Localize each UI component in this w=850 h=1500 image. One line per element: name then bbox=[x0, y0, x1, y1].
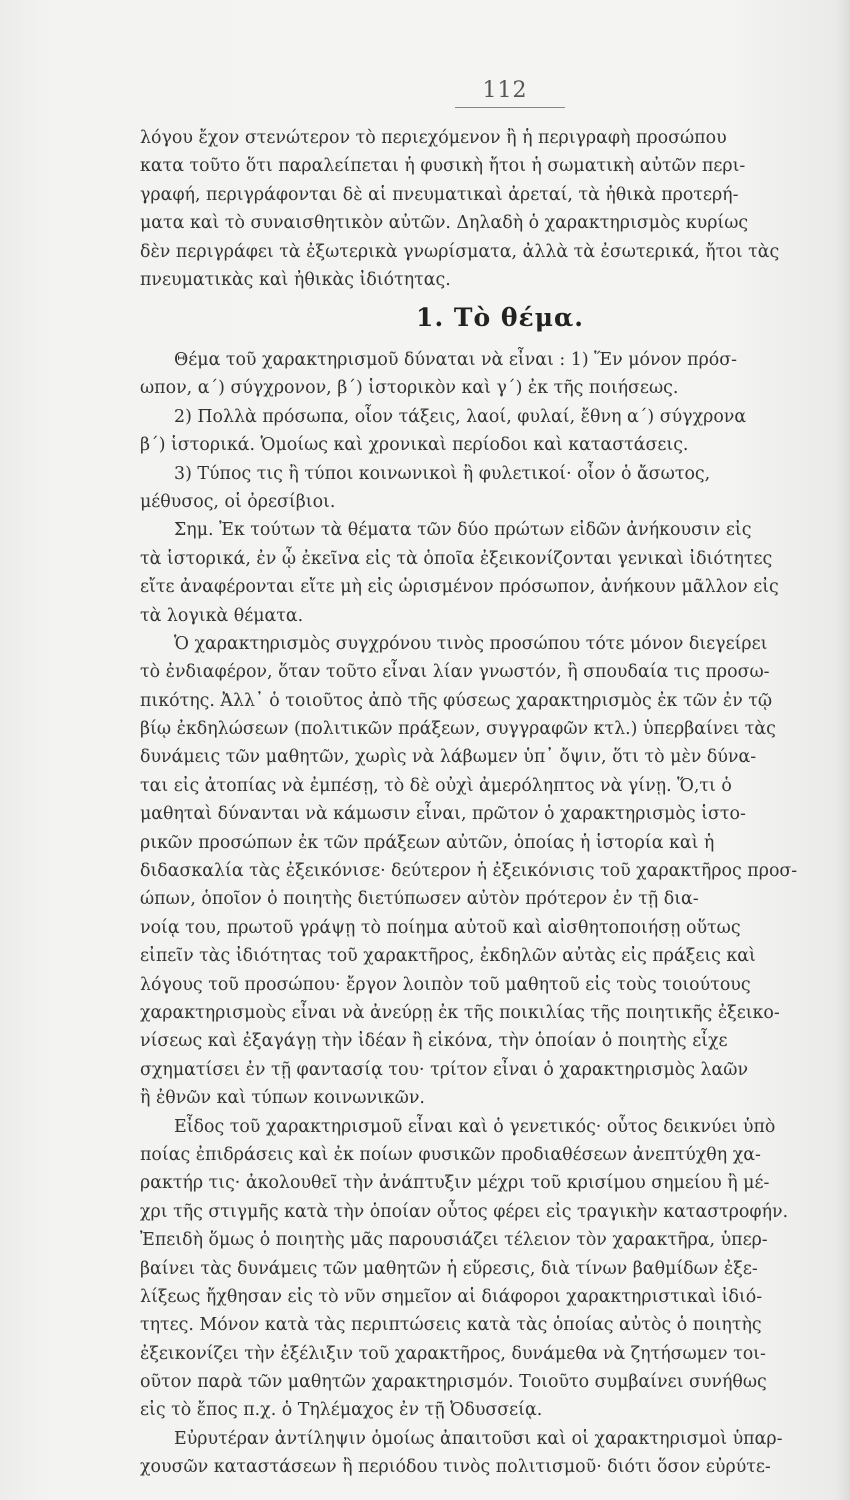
text-line: πνευματικὰς καὶ ἠθικὰς ἰδιότητας. bbox=[140, 269, 451, 290]
text-line: χαρακτηρισμοὺς εἶναι νὰ ἀνεύρῃ ἐκ τῆς ποικιλίας τῆς ποιητικῆς ἐξεικο- bbox=[140, 1002, 780, 1023]
text-line: τητες. Μόνον κατὰ τὰς περιπτώσεις κατὰ τὰς ὁποίας αὐτὸς ὁ ποιητὴς bbox=[140, 1315, 762, 1336]
text-line: Ὁ χαρακτηρισμὸς συγχρόνου τινὸς προσώπου τότε μόνον διεγείρει bbox=[174, 633, 768, 654]
text-line: εἰς τὸ ἔπος π.χ. ὁ Τηλέμαχος ἐν τῇ Ὀδυσσείᾳ. bbox=[140, 1400, 543, 1421]
text-line: Εἶδος τοῦ χαρακτηρισμοῦ εἶναι καὶ ὁ γενετικός· οὗτος δεικνύει ὑπὸ bbox=[174, 1116, 776, 1137]
text-line: Θέμα τοῦ χαρακτηρισμοῦ δύναται νὰ εἶναι : 1) Ἕν μόνον πρόσ- bbox=[174, 350, 738, 370]
text-line: Ἐπειδὴ ὅμως ὁ ποιητὴς μᾶς παρουσιάζει τέλειον τὸν χαρακτῆρα, ὑπερ- bbox=[140, 1230, 768, 1251]
text-line: μέθυσος, οἱ ὀρεσίβιοι. bbox=[140, 491, 336, 512]
text-line: ται εἰς ἀτοπίας νὰ ἐμπέσῃ, τὸ δὲ οὐχὶ ἀμερόληπτος νὰ γίνῃ. Ὅ,τι ὁ bbox=[140, 775, 732, 796]
text-line: νοίᾳ του, πρωτοῦ γράψῃ τὸ ποίημα αὐτοῦ καὶ αἰσθητοποιήσῃ οὕτως bbox=[140, 917, 741, 938]
page-number-rule bbox=[455, 107, 565, 108]
page-number: 112 bbox=[482, 78, 528, 103]
page-edge-shadow bbox=[836, 0, 850, 1500]
text-line: χουσῶν καταστάσεων ἢ περιόδου τινὸς πολιτισμοῦ· διότι ὅσον εὐρύτε- bbox=[140, 1457, 771, 1478]
text-line: Εὐρυτέραν ἀντίληψιν ὁμοίως ἀπαιτοῦσι καὶ οἱ χαρακτηρισμοὶ ὑπαρ- bbox=[174, 1428, 783, 1449]
text-line: νίσεως καὶ ἐξαγάγῃ τὴν ἰδέαν ἢ εἰκόνα, τὴν ὁποίαν ὁ ποιητὴς εἶχε bbox=[140, 1031, 728, 1052]
text-line: ἢ ἐθνῶν καὶ τύπων κοινωνικῶν. bbox=[140, 1088, 425, 1109]
text-line: λόγου ἔχον στενώτερον τὸ περιεχόμενον ἢ ἡ περιγραφὴ προσώπου bbox=[140, 128, 727, 148]
text-line: 3) Τύπος τις ἢ τύποι κοινωνικοὶ ἢ φυλετικοί· οἷον ὁ ἄσωτος, bbox=[174, 463, 711, 484]
text-line: δυνάμεις τῶν μαθητῶν, χωρὶς νὰ λάβωμεν ὑπ᾽ ὄψιν, ὅτι τὸ μὲν δύνα- bbox=[140, 747, 757, 768]
text-line: γραφή, περιγράφονται δὲ αἱ πνευματικαὶ ἀρεταί, τὰ ἠθικὰ προτερή- bbox=[140, 184, 739, 205]
text-line: βίῳ ἐκδηλώσεων (πολιτικῶν πράξεων, συγγραφῶν κτλ.) ὑπερβαίνει τὰς bbox=[140, 719, 776, 740]
text-line: χρι τῆς στιγμῆς κατὰ τὴν ὁποίαν οὗτος φέρει εἰς τραγικὴν καταστροφήν. bbox=[140, 1201, 789, 1222]
text-line: ἐξεικονίζει τὴν ἐξέλιξιν τοῦ χαρακτῆρος, δυνάμεθα νὰ ζητήσωμεν τοι- bbox=[140, 1343, 766, 1364]
text-line: ρικῶν προσώπων ἐκ τῶν πράξεων αὐτῶν, ὁποίας ἡ ἱστορία καὶ ἡ bbox=[140, 832, 715, 853]
text-line: εἰπεῖν τὰς ἰδιότητας τοῦ χαρακτῆρος, ἐκδηλῶν αὐτὰς εἰς πράξεις καὶ bbox=[140, 946, 756, 967]
intro-paragraph bbox=[140, 124, 850, 294]
text-line: διδασκαλία τὰς ἐξεικόνισε· δεύτερον ἡ ἐξεικόνισις τοῦ χαρακτῆρος προσ- bbox=[140, 861, 798, 882]
text-line: Σημ. Ἐκ τούτων τὰ θέματα τῶν δύο πρώτων εἰδῶν ἀνήκουσιν εἰς bbox=[174, 520, 752, 541]
text-line: κατα τοῦτο ὅτι παραλείπεται ἡ φυσικὴ ἤτοι ἡ σωματικὴ αὐτῶν περι- bbox=[140, 156, 746, 177]
section-heading: 1. Τὸ θέμα. bbox=[416, 303, 584, 332]
text-line: τὰ ἱστορικά, ἐν ᾧ ἐκεῖνα εἰς τὰ ὁποῖα ἐξεικονίζονται γενικαὶ ἰδιότητες bbox=[140, 548, 773, 569]
text-line: β΄) ἱστορικά. Ὁμοίως καὶ χρονικαὶ περίοδοι καὶ καταστάσεις. bbox=[140, 435, 689, 456]
body-text bbox=[140, 346, 850, 1482]
text-line: τὸ ἐνδιαφέρον, ὅταν τοῦτο εἶναι λίαν γνωστόν, ἢ σπουδαία τις προσω- bbox=[140, 662, 770, 683]
text-line: λίξεως ἤχθησαν εἰς τὸ νῦν σημεῖον αἱ διάφοροι χαρακτηριστικαὶ ἰδιό- bbox=[140, 1286, 763, 1307]
text-line: σχηματίσει ἐν τῇ φαντασίᾳ του· τρίτον εἶναι ὁ χαρακτηρισμὸς λαῶν bbox=[140, 1059, 749, 1080]
text-line: ωπον, α΄) σύγχρονον, β΄) ἱστορικὸν καὶ γ΄) ἐκ τῆς ποιήσεως. bbox=[140, 378, 679, 399]
text-line: ματα καὶ τὸ συναισθητικὸν αὐτῶν. Δηλαδὴ ὁ χαρακτηρισμὸς κυρίως bbox=[140, 213, 749, 234]
text-line: ώπων, ὁποῖον ὁ ποιητὴς διετύπωσεν αὐτὸν πρότερον ἐν τῇ δια- bbox=[140, 889, 699, 910]
text-line: ποίας ἐπιδράσεις καὶ ἐκ ποίων φυσικῶν προδιαθέσεων ἀνεπτύχθη χα- bbox=[140, 1144, 761, 1165]
text-line: πικότης. Ἀλλ᾽ ὁ τοιοῦτος ἀπὸ τῆς φύσεως χαρακτηρισμὸς ἐκ τῶν ἐν τῷ bbox=[140, 690, 773, 711]
text-line: οῦτον παρὰ τῶν μαθητῶν χαρακτηρισμόν. Τοιοῦτο συμβαίνει συνήθως bbox=[140, 1372, 767, 1393]
text-line: βαίνει τὰς δυνάμεις τῶν μαθητῶν ἡ εὕρεσις, διὰ τίνων βαθμίδων ἐξε- bbox=[140, 1258, 758, 1279]
text-line: ρακτήρ τις· ἀκολουθεῖ τὴν ἀνάπτυξιν μέχρι τοῦ κρισίμου σημείου ἢ μέ- bbox=[140, 1173, 770, 1194]
text-line: δὲν περιγράφει τὰ ἐξωτερικὰ γνωρίσματα, ἀλλὰ τὰ ἐσωτερικά, ἤτοι τὰς bbox=[140, 241, 780, 262]
text-line: τὰ λογικὰ θέματα. bbox=[140, 605, 304, 626]
text-line: λόγους τοῦ προσώπου· ἔργον λοιπὸν τοῦ μαθητοῦ εἰς τοὺς τοιούτους bbox=[140, 974, 751, 995]
text-line: εἴτε ἀναφέρονται εἴτε μὴ εἰς ὡρισμένον πρόσωπον, ἀνήκουν μᾶλλον εἰς bbox=[140, 577, 779, 598]
text-line: 2) Πολλὰ πρόσωπα, οἷον τάξεις, λαοί, φυλαί, ἔθνη α΄) σύγχρονα bbox=[174, 406, 747, 427]
text-line: μαθηταὶ δύνανται νὰ κάμωσιν εἶναι, πρῶτον ὁ χαρακτηρισμὸς ἱστο- bbox=[140, 804, 746, 825]
